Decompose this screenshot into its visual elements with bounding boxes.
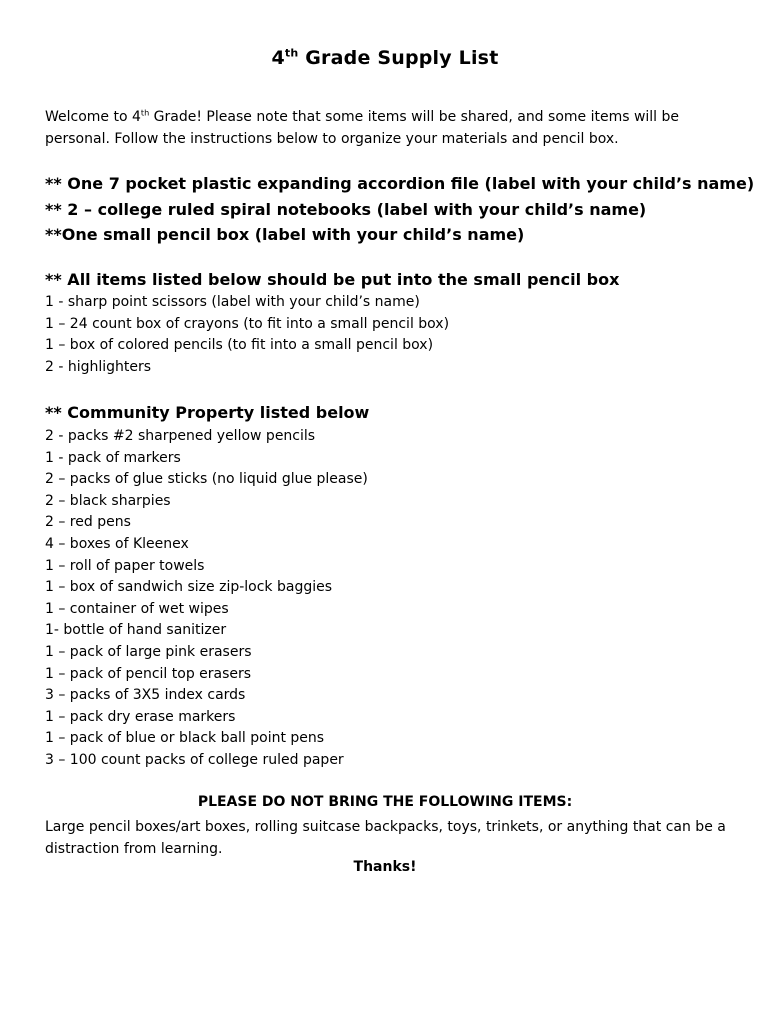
do-not-bring-heading: PLEASE DO NOT BRING THE FOLLOWING ITEMS: [197,794,573,810]
list-item: 4 – boxes of Kleenex [45,535,189,552]
intro-text-before: Welcome to 4 [45,109,141,125]
list-item: 1 - sharp point scissors (label with your child’s name) [45,294,420,310]
thanks-text: Thanks! [353,859,417,875]
do-not-bring-text: Large pencil boxes/art boxes, rolling suitcase backpacks, toys, trinkets, or anything that can be a distraction from learning. [45,819,726,857]
labeled-items-list [45,171,754,248]
intro-ordinal-suffix: th [140,107,150,118]
list-item: 2 - highlighters [45,358,152,375]
list-item: 3 – packs of 3X5 index cards [45,687,246,704]
list-item: 1 – 24 count box of crayons (to fit into a small pencil box) [45,315,450,332]
pencil-box-heading: ** All items listed below should be put into the small pencil box [45,270,620,289]
community-property-heading: ** Community Property listed below [45,403,370,422]
list-item: 1 – box of colored pencils (to fit into a small pencil box) [45,337,434,354]
list-item: 2 – black sharpies [45,492,171,509]
community-property-list [45,426,368,772]
list-item: 1 – pack dry erase markers [45,708,236,725]
title-grade-number: 4 [271,47,285,69]
title-text: Grade Supply List [298,47,499,69]
list-item: 3 – 100 count packs of college ruled paper [45,751,344,768]
list-item: 2 – red pens [45,514,131,531]
list-item: 1 – pack of pencil top erasers [45,665,252,682]
list-item: 1 – box of sandwich size zip-lock baggies [45,579,333,596]
pencil-box-list [45,292,449,378]
intro-text-after: Grade! Please note that some items will be shared, and some items will be personal. Follow the instructions below to organize your materials and pencil box. [45,109,680,147]
labeled-item: ** One 7 pocket plastic expanding accordion file (label with your child’s name) [45,174,755,193]
labeled-item: **One small pencil box (label with your child’s name) [45,225,525,244]
intro-paragraph [45,106,735,150]
list-item: 1 - pack of markers [45,449,181,466]
page-title [0,47,770,69]
list-item: 1 – roll of paper towels [45,557,205,574]
list-item: 1 – pack of blue or black ball point pens [45,730,325,747]
list-item: 2 - packs #2 sharpened yellow pencils [45,428,316,444]
labeled-item: ** 2 – college ruled spiral notebooks (label with your child’s name) [45,199,647,219]
list-item: 1- bottle of hand sanitizer [45,622,227,639]
list-item: 2 – packs of glue sticks (no liquid glue please) [45,471,368,488]
title-ordinal-suffix: th [284,46,299,60]
list-item: 1 – container of wet wipes [45,600,229,617]
list-item: 1 – pack of large pink erasers [45,643,252,660]
